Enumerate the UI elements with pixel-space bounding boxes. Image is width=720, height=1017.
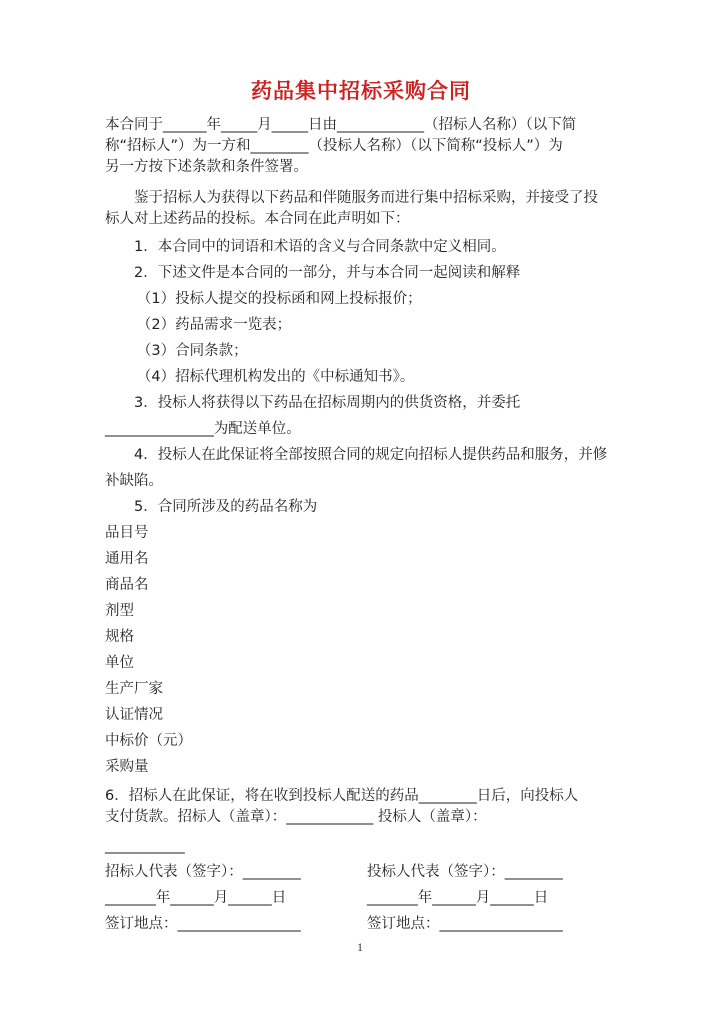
bidder-place-field: 签订地点：_________________ xyxy=(367,916,563,933)
page-number: 1 xyxy=(357,940,363,954)
clause-5: 5．合同所涉及的药品名称为 xyxy=(134,499,318,516)
preamble-line-2: 称“招标人”）为一方和________（投标人名称）（以下简称“投标人”）为 xyxy=(105,138,563,155)
sub-clause-4: （4）招标代理机构发出的《中标通知书》。 xyxy=(136,369,415,386)
clause-2: 2．下述文件是本合同的一部分，并与本合同一起阅读和解释 xyxy=(134,265,521,282)
preamble-line-1: 本合同于______年_____月_____日由____________（招标人名称）（以下简 xyxy=(105,117,577,134)
clause-4-line-1: 4．投标人在此保证将全部按照合同的规定向招标人提供药品和服务，并修 xyxy=(134,447,608,464)
clause-1: 1．本合同中的词语和术语的含义与合同条款中定义相同。 xyxy=(134,239,506,256)
signature-representative-row xyxy=(105,859,617,885)
spacer xyxy=(105,828,617,836)
clause-4-line-2: 补缺陷。 xyxy=(105,473,163,490)
clause-6-line-2: 支付货款。招标人（盖章）：____________ 投标人（盖章）： xyxy=(105,809,487,826)
field-dosage-form: 剂型 xyxy=(105,603,134,620)
recital-line-2: 标人对上述药品的投标。本合同在此声明如下： xyxy=(105,211,410,228)
field-specification: 规格 xyxy=(105,629,134,646)
field-unit: 单位 xyxy=(105,655,134,672)
field-generic-name: 通用名 xyxy=(105,551,149,568)
sub-clause-1: （1）投标人提交的投标函和网上投标报价； xyxy=(136,291,422,308)
clause-3-continuation: _______________为配送单位。 xyxy=(105,421,301,438)
page-title: 药品集中招标采购合同 xyxy=(251,79,471,103)
clause-6-line-3: ___________ xyxy=(105,838,185,855)
tenderee-date-field: _______年______月______日 xyxy=(105,890,287,907)
clause-3: 3．投标人将获得以下药品在招标周期内的供货资格，并委托 xyxy=(134,395,521,412)
field-winning-price: 中标价（元） xyxy=(105,733,192,750)
field-purchase-qty: 采购量 xyxy=(105,759,149,776)
bidder-date-field: _______年______月______日 xyxy=(367,890,549,907)
tenderee-place-field: 签订地点：_________________ xyxy=(105,916,301,933)
field-item-no: 品目号 xyxy=(105,525,149,542)
spacer xyxy=(105,178,617,188)
field-trade-name: 商品名 xyxy=(105,577,149,594)
field-certification: 认证情况 xyxy=(105,707,163,724)
tenderee-representative-field: 招标人代表（签字）：________ xyxy=(105,864,301,881)
sub-clause-3: （3）合同条款； xyxy=(136,343,248,360)
signature-block xyxy=(105,859,617,937)
clause-6-line-1: 6．招标人在此保证，将在收到投标人配送的药品________日后，向投标人 xyxy=(105,788,579,805)
field-manufacturer: 生产厂家 xyxy=(105,681,163,698)
sub-clause-2: （2）药品需求一览表； xyxy=(136,317,292,334)
signature-place-row xyxy=(105,911,617,937)
signature-date-row xyxy=(105,885,617,911)
recital-line-1: 鉴于招标人为获得以下药品和伴随服务而进行集中招标采购，并接受了投 xyxy=(134,190,598,207)
preamble-line-3: 另一方按下述条款和条件签署。 xyxy=(105,159,308,176)
document-body xyxy=(105,78,617,937)
bidder-representative-field: 投标人代表（签字）：________ xyxy=(367,864,563,881)
